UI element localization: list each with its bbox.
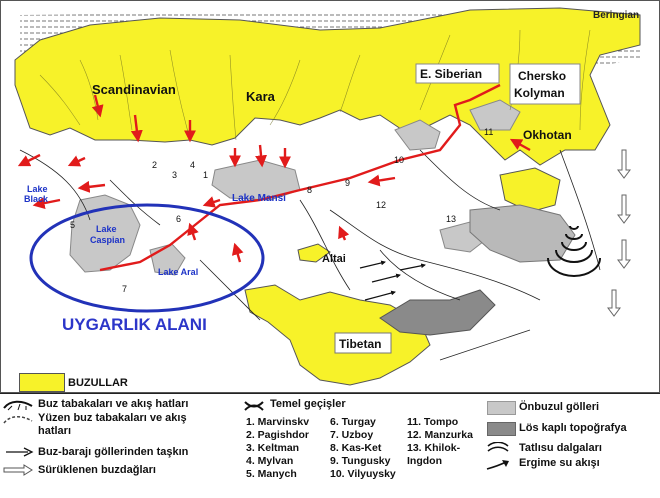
- icebergs-icon: [2, 464, 36, 476]
- label-lake-black-2: Black: [24, 194, 49, 204]
- glaciers-label: BUZULLAR: [68, 377, 128, 389]
- loess-label: Lös kaplı topoğrafya: [519, 422, 627, 434]
- pass-item: 6. Turgay: [330, 416, 376, 428]
- meltwater-flow-label: Ergime su akışı: [519, 457, 600, 469]
- glaciers-swatch: [19, 373, 65, 392]
- pass-item: 11. Tompo: [407, 416, 459, 428]
- label-scandinavian: Scandinavian: [92, 82, 176, 97]
- label-lake-aral: Lake Aral: [158, 267, 199, 277]
- label-kara: Kara: [246, 89, 275, 104]
- legend: [0, 393, 660, 498]
- label-chersko: Chersko: [518, 69, 567, 83]
- pass-number: 12: [376, 200, 387, 210]
- loess-swatch: [487, 422, 516, 436]
- pass-item: 12. Manzurka: [407, 429, 473, 441]
- pass-item: 4. Mylvan: [246, 455, 294, 467]
- key-pass-icon: [243, 398, 265, 412]
- label-civilization-area: UYGARLIK ALANI: [62, 315, 207, 334]
- pass-number: 5: [70, 220, 76, 230]
- pass-number: 2: [152, 160, 158, 170]
- floating-ice-icon: [2, 413, 36, 427]
- pass-number: 11: [484, 127, 494, 137]
- floating-ice-label-2: hatları: [38, 425, 72, 437]
- floating-ice-label-1: Yüzen buz tabakaları ve akış: [38, 412, 187, 424]
- label-kolyman: Kolyman: [514, 86, 565, 100]
- label-tibetan: Tibetan: [339, 337, 382, 351]
- pass-item: 5. Manych: [246, 468, 297, 480]
- freshwater-waves-label: Tatlısu dalgaları: [519, 442, 602, 454]
- ice-sheets-label: Buz tabakaları ve akış hatları: [38, 398, 189, 410]
- key-passes-title: Temel geçişler: [270, 398, 346, 410]
- pass-number: 1: [203, 170, 209, 180]
- proglacial-lakes-label: Önbuzul gölleri: [519, 401, 600, 413]
- label-lake-mansi: Lake Mansi: [232, 193, 286, 204]
- pass-item: 10. Vilyuysky: [330, 468, 396, 480]
- freshwater-waves-icon: [484, 442, 516, 456]
- icebergs-label: Sürüklenen buzdağları: [38, 464, 156, 476]
- pass-item: 1. Marvinskv: [246, 416, 310, 428]
- meltwater-flow-icon: [484, 458, 516, 472]
- pass-number: 7: [122, 284, 128, 294]
- dam-overflow-icon: [2, 446, 36, 458]
- label-altai: Altai: [322, 253, 346, 265]
- pass-number: 9: [345, 178, 351, 188]
- dam-overflow-label: Buz-barajı göllerinden taşkın: [38, 446, 189, 458]
- pass-number: 4: [190, 160, 196, 170]
- label-e-siberian: E. Siberian: [420, 67, 483, 81]
- label-lake-black-1: Lake: [27, 184, 48, 194]
- ice-sheets-icon: [2, 398, 36, 412]
- label-lake-caspian-1: Lake: [96, 224, 117, 234]
- pass-item: 9. Tungusky: [330, 455, 391, 467]
- label-lake-caspian-2: Caspian: [90, 235, 126, 245]
- label-okhotan: Okhotan: [523, 128, 572, 142]
- proglacial-lakes-swatch: [487, 401, 516, 415]
- pass-item: 2. Pagishdor: [246, 429, 310, 441]
- pass-item: Ingdon: [407, 455, 442, 467]
- pass-item: 13. Khilok-: [407, 442, 461, 454]
- pass-number: 6: [176, 214, 182, 224]
- pass-item: 8. Kas-Ket: [330, 442, 382, 454]
- pass-number: 8: [307, 185, 313, 195]
- pass-item: 3. Keltman: [246, 442, 300, 454]
- pass-item: 7. Uzboy: [330, 429, 374, 441]
- pass-number: 13: [446, 214, 457, 224]
- pass-number: 10: [394, 155, 405, 165]
- label-beringian: Beringian: [593, 10, 640, 21]
- pass-number: 3: [172, 170, 178, 180]
